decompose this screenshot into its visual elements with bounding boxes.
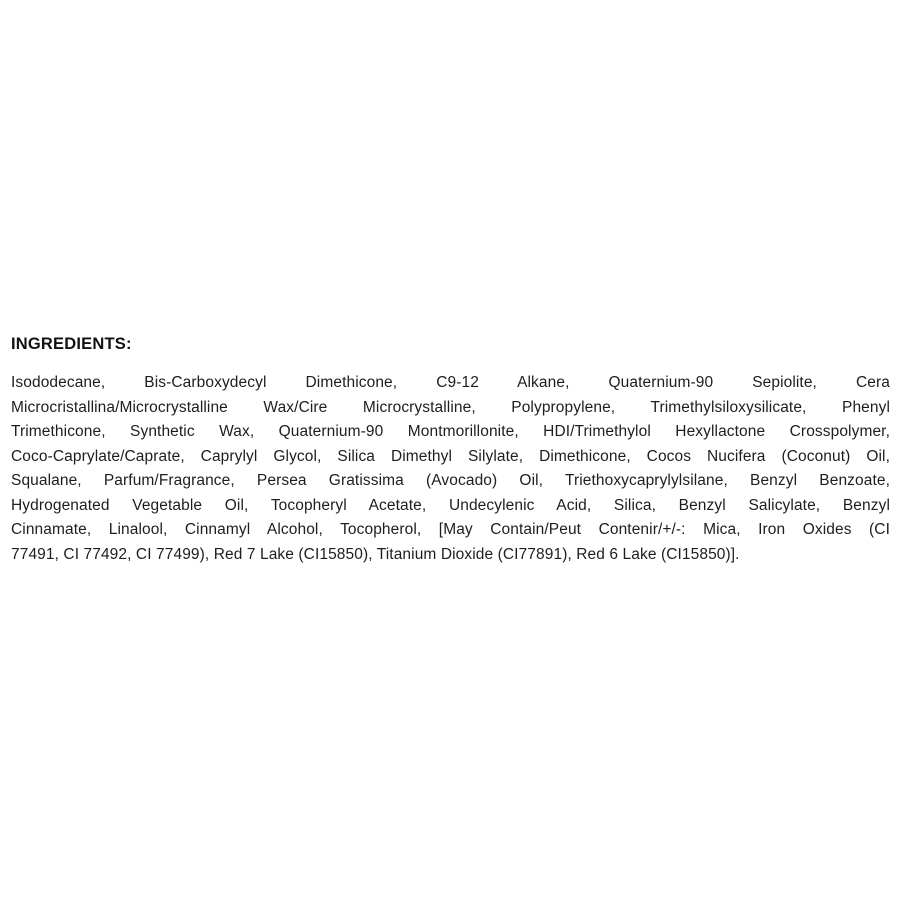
ingredients-paragraph	[11, 371, 890, 567]
ingredients-heading: INGREDIENTS:	[11, 335, 132, 353]
ingredients-line: Cinnamate, Linalool, Cinnamyl Alcohol, Tocopherol, [May Contain/Peut Contenir/+/-: Mica, Iron Oxides (CI	[11, 521, 890, 539]
ingredients-line: Squalane, Parfum/Fragrance, Persea Gratissima (Avocado) Oil, Triethoxycaprylylsilane, Benzyl Benzoate,	[11, 472, 890, 490]
ingredients-line: Coco-Caprylate/Caprate, Caprylyl Glycol, Silica Dimethyl Silylate, Dimethicone, Cocos Nucifera (Coconut) Oil,	[11, 447, 890, 465]
ingredients-line: Trimethicone, Synthetic Wax, Quaternium-90 Montmorillonite, HDI/Trimethylol Hexyllactone Crosspolymer,	[11, 423, 890, 441]
ingredients-line: Isododecane, Bis-Carboxydecyl Dimethicone, C9-12 Alkane, Quaternium-90 Sepiolite, Cera	[11, 374, 890, 391]
ingredients-line: Microcristallina/Microcrystalline Wax/Cire Microcrystalline, Polypropylene, Trimethylsiloxysilicate, Phenyl	[11, 398, 890, 416]
ingredients-line: Hydrogenated Vegetable Oil, Tocopheryl Acetate, Undecylenic Acid, Silica, Benzyl Salicylate, Benzyl	[11, 496, 890, 514]
ingredients-line: 77491, CI 77492, CI 77499), Red 7 Lake (CI15850), Titanium Dioxide (CI77891), Red 6 Lake (CI15850)].	[11, 545, 740, 563]
